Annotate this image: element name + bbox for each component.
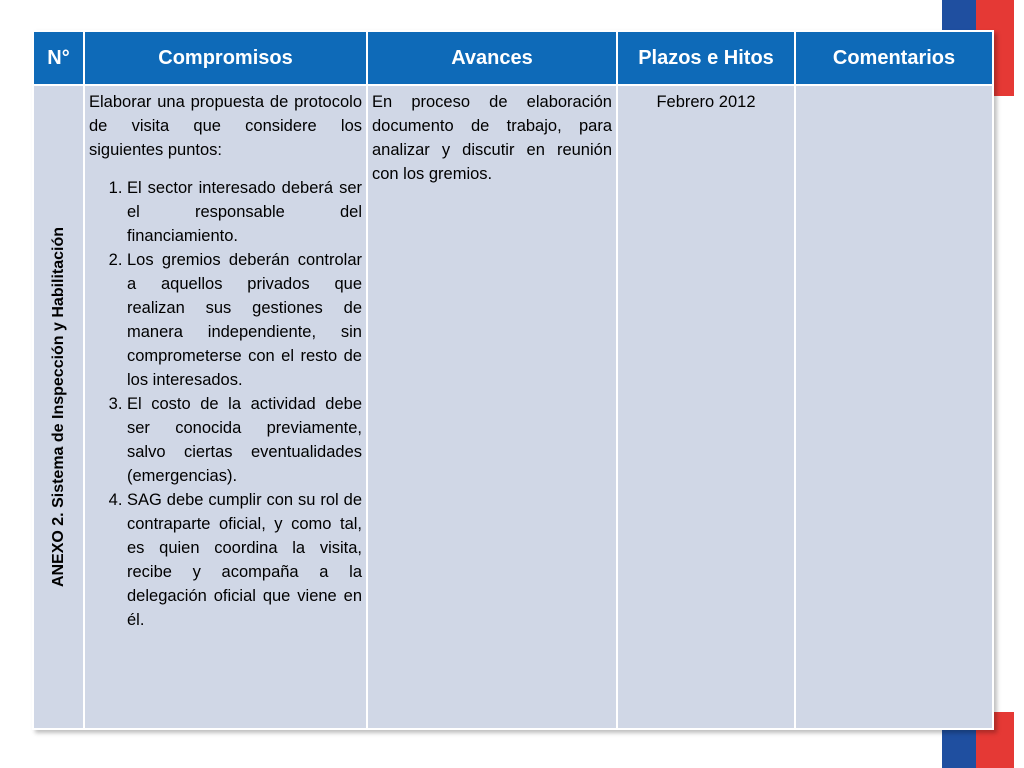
compromiso-intro: Elaborar una propuesta de protocolo de visita que considere los siguientes puntos: xyxy=(89,93,362,159)
list-item: 3. El costo de la actividad debe ser conocida previamente, salvo ciertas eventualidades (emergencias). xyxy=(127,392,362,488)
table-row xyxy=(33,85,993,729)
header-num: N° xyxy=(33,31,84,85)
commitments-table xyxy=(32,30,994,730)
cell-compromisos xyxy=(84,85,367,729)
table-header-row xyxy=(33,31,993,85)
list-item: 1. El sector interesado deberá ser el responsable del financiamiento. xyxy=(127,176,362,248)
annex-label: ANEXO 2. Sistema de Inspección y Habilitación xyxy=(49,226,67,588)
header-plazos: Plazos e Hitos xyxy=(617,31,795,85)
list-item: 2. Los gremios deberán controlar a aquellos privados que realizan sus gestiones de manera independiente, sin comprometerse con el resto de los interesados. xyxy=(127,248,362,392)
header-avances: Avances xyxy=(367,31,617,85)
compromiso-list xyxy=(89,176,362,632)
flag-blue-bar xyxy=(942,730,976,768)
header-comentarios: Comentarios xyxy=(795,31,993,85)
cell-avances: En proceso de elaboración documento de trabajo, para analizar y discutir en reunión con los gremios. xyxy=(367,85,617,729)
list-item: 4. SAG debe cumplir con su rol de contraparte oficial, y como tal, es quien coordina la visita, recibe y acompaña a la delegación oficial que viene en él. xyxy=(127,488,362,632)
cell-plazo: Febrero 2012 xyxy=(617,85,795,729)
header-compromisos: Compromisos xyxy=(84,31,367,85)
cell-num xyxy=(33,85,84,729)
cell-comentarios xyxy=(795,85,993,729)
